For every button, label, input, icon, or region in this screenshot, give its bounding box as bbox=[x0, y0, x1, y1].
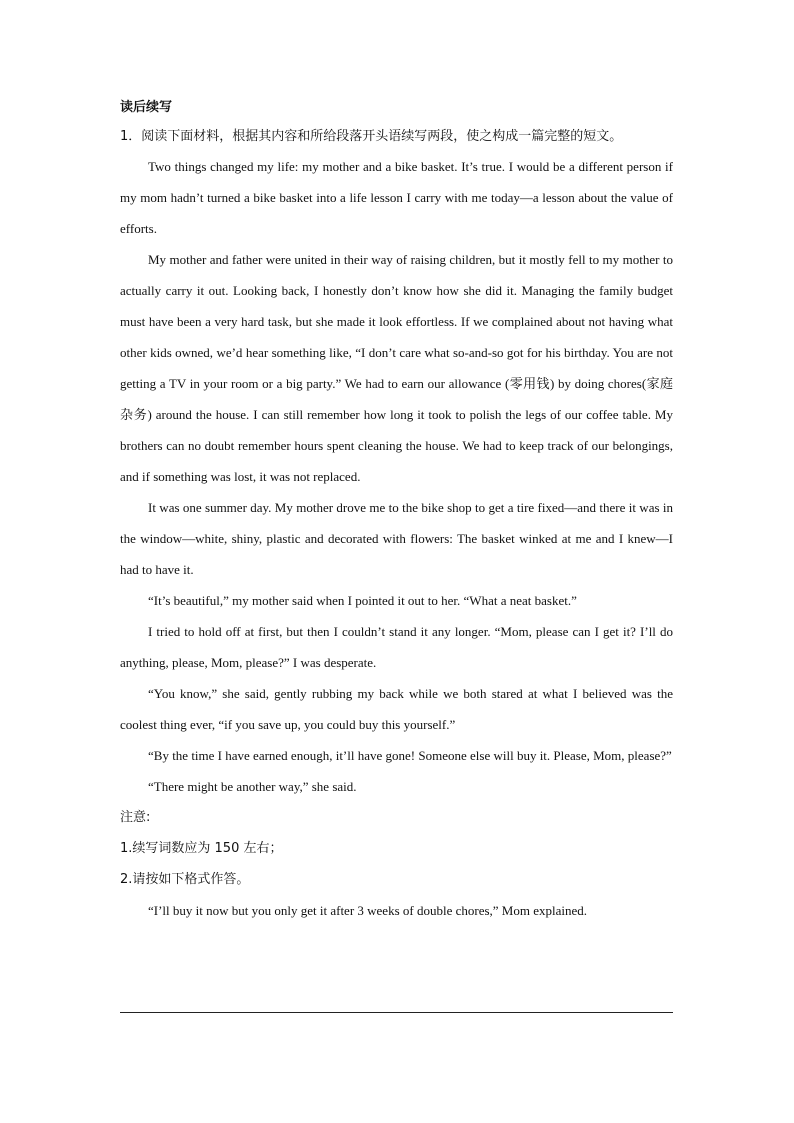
paragraph-8: “There might be another way,” she said. bbox=[148, 779, 357, 794]
paragraph-1: Two things changed my life: my mother and a bike basket. It’s true. I would be a different person if my mom hadn’t turned a bike basket into a life lesson I carry with me today—a lesson about the value of efforts. bbox=[120, 159, 673, 236]
paragraph-5: I tried to hold off at first, but then I couldn’t stand it any longer. “Mom, please can I get it? I’ll do anything, please, Mom, please?” I was desperate. bbox=[120, 624, 673, 670]
paragraph-7: “By the time I have earned enough, it’ll have gone! Someone else will buy it. Please, Mom, please?” bbox=[148, 748, 672, 763]
note-item-1: 1.续写词数应为 150 左右； bbox=[120, 841, 283, 856]
notes-label: 注意: bbox=[120, 810, 151, 825]
document-content bbox=[120, 93, 673, 926]
note-item-2: 2.请按如下格式作答。 bbox=[120, 872, 250, 887]
paragraph-6: “You know,” she said, gently rubbing my back while we both stared at what I believed was the coolest thing ever, “if you save up, you could buy this yourself.” bbox=[120, 686, 673, 732]
section-title: 读后续写 bbox=[120, 100, 173, 115]
paragraph-2: My mother and father were united in their way of raising children, but it mostly fell to my mother to actually carry it out. Looking back, I honestly don’t know how she did it. Managing the family budget must have been a very hard task, but she made it look effortless. If we complained about not having what other kids owned, we’d hear something like, “I don’t care what so-and-so got for his birthday. You are not getting a TV in your room or a big party.” We had to earn our allowance (零用钱) by doing chores(家庭杂务) around the house. I can still remember how long it took to polish the legs of our coffee table. My brothers can no doubt remember hours spent cleaning the house. We had to keep track of our belongings, and if something was lost, it was not replaced. bbox=[120, 252, 673, 484]
answer-line[interactable] bbox=[120, 1012, 673, 1013]
continuation-start: “I’ll buy it now but you only get it after 3 weeks of double chores,” Mom explained. bbox=[148, 903, 588, 918]
paragraph-4: “It’s beautiful,” my mother said when I pointed it out to her. “What a neat basket.” bbox=[148, 593, 577, 608]
paragraph-3: It was one summer day. My mother drove me to the bike shop to get a tire fixed—and there it was in the window—white, shiny, plastic and decorated with flowers: The basket winked at me and I knew—I had to have it. bbox=[120, 500, 673, 577]
question-instruction: 1．阅读下面材料，根据其内容和所给段落开头语续写两段，使之构成一篇完整的短文。 bbox=[120, 129, 623, 144]
